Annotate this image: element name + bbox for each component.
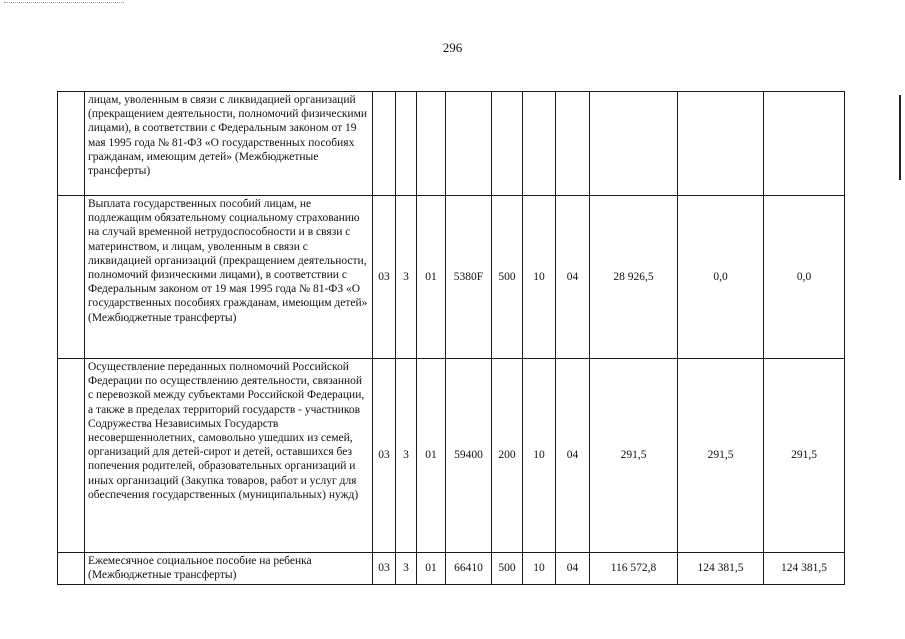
code-cell: 3 xyxy=(396,196,417,359)
code-cell: 10 xyxy=(523,553,556,585)
amount-cell: 0,0 xyxy=(678,196,764,359)
row-index-cell xyxy=(58,92,85,196)
code-cell: 500 xyxy=(492,196,523,359)
code-cell xyxy=(523,92,556,196)
code-cell: 59400 xyxy=(446,359,492,553)
scan-artifact xyxy=(4,2,124,4)
amount-cell: 291,5 xyxy=(764,359,845,553)
code-cell xyxy=(492,92,523,196)
code-cell: 3 xyxy=(396,553,417,585)
amount-cell xyxy=(764,92,845,196)
code-cell: 01 xyxy=(417,359,446,553)
table-row xyxy=(58,359,845,553)
table-row xyxy=(58,553,845,585)
code-cell: 01 xyxy=(417,196,446,359)
code-cell: 03 xyxy=(373,359,396,553)
amount-cell: 116 572,8 xyxy=(590,553,678,585)
code-cell: 5380F xyxy=(446,196,492,359)
code-cell xyxy=(396,92,417,196)
code-cell: 10 xyxy=(523,196,556,359)
row-index-cell xyxy=(58,359,85,553)
description-cell: Осуществление переданных полномочий Российской Федерации по осуществлению деятельности, связанной с перевозкой между субъектами Российской Федерации, а также в пределах территорий государств - участников Содружества Независимых Государств несовершеннолетних, самовольно ушедших из семей, организаций для детей-сирот и детей, оставшихся без попечения родителей, образовательных организаций и иных организаций (Закупка товаров, работ и услуг для обеспечения государственных (муниципальных) нужд) xyxy=(85,359,373,553)
code-cell: 200 xyxy=(492,359,523,553)
code-cell xyxy=(417,92,446,196)
table-row xyxy=(58,92,845,196)
code-cell: 04 xyxy=(556,196,590,359)
amount-cell xyxy=(590,92,678,196)
code-cell: 500 xyxy=(492,553,523,585)
description-cell: Выплата государственных пособий лицам, не подлежащим обязательному социальному страхованию на случай временной нетрудоспособности и в связи с материнством, и лицам, уволенным в связи с ликвидацией организаций (прекращением деятельности, полномочий физическими лицами), в соответствии с Федеральным законом от 19 мая 1995 года № 81-ФЗ «О государственных пособиях гражданам, имеющим детей» (Межбюджетные трансферты) xyxy=(85,196,373,359)
margin-mark xyxy=(899,95,901,180)
amount-cell: 291,5 xyxy=(678,359,764,553)
row-index-cell xyxy=(58,553,85,585)
table-row xyxy=(58,196,845,359)
description-cell: лицам, уволенным в связи с ликвидацией организаций (прекращением деятельности, полномочий физическими лицами), в соответствии с Федеральным законом от 19 мая 1995 года № 81-ФЗ «О государственных пособиях гражданам, имеющим детей» (Межбюджетные трансферты) xyxy=(85,92,373,196)
amount-cell xyxy=(678,92,764,196)
budget-table xyxy=(57,91,845,585)
amount-cell: 124 381,5 xyxy=(764,553,845,585)
amount-cell: 0,0 xyxy=(764,196,845,359)
code-cell: 03 xyxy=(373,553,396,585)
amount-cell: 291,5 xyxy=(590,359,678,553)
code-cell: 04 xyxy=(556,359,590,553)
code-cell: 03 xyxy=(373,196,396,359)
amount-cell: 124 381,5 xyxy=(678,553,764,585)
code-cell: 10 xyxy=(523,359,556,553)
code-cell xyxy=(446,92,492,196)
page-number: 296 xyxy=(442,40,463,55)
code-cell xyxy=(556,92,590,196)
code-cell: 04 xyxy=(556,553,590,585)
code-cell: 3 xyxy=(396,359,417,553)
description-cell: Ежемесячное социальное пособие на ребенка (Межбюджетные трансферты) xyxy=(85,553,373,585)
amount-cell: 28 926,5 xyxy=(590,196,678,359)
row-index-cell xyxy=(58,196,85,359)
code-cell xyxy=(373,92,396,196)
code-cell: 01 xyxy=(417,553,446,585)
code-cell: 66410 xyxy=(446,553,492,585)
